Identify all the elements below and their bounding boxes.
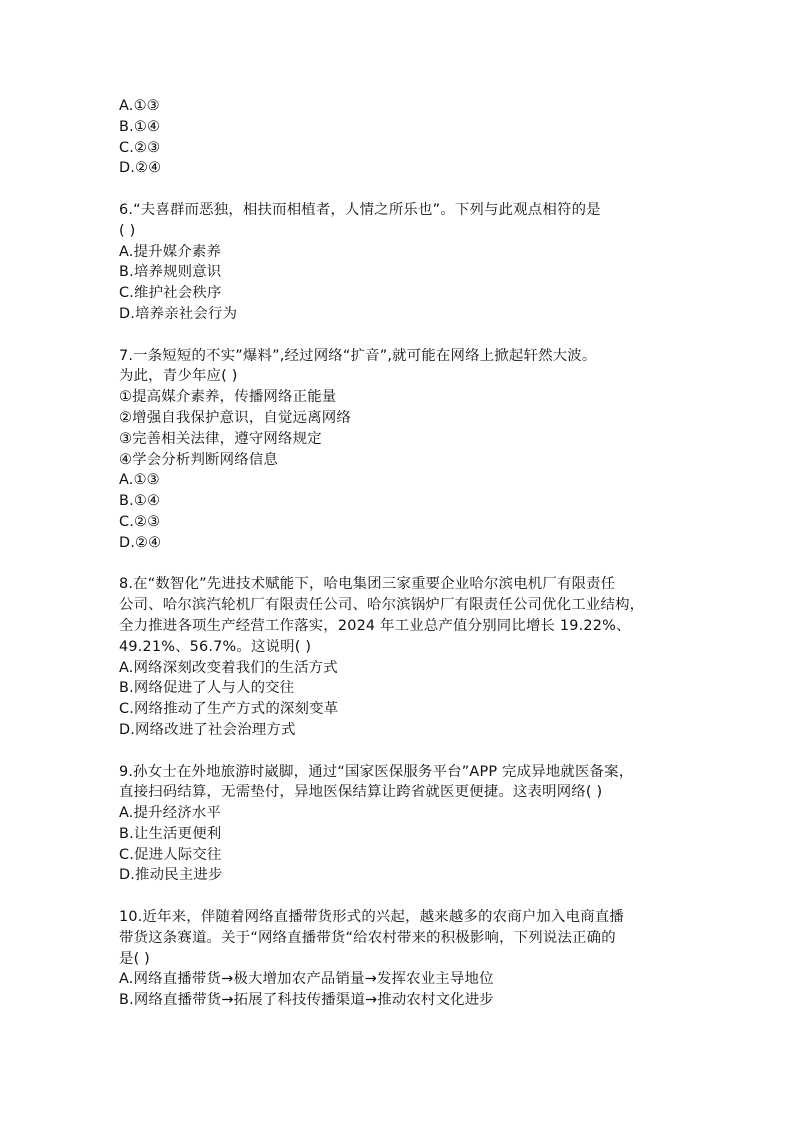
question-stem: 直接扫码结算，无需垫付，异地医保结算让跨省就医更便捷。这表明网络( ) bbox=[119, 784, 603, 801]
question-10 bbox=[119, 907, 676, 1011]
option-b: B.培养规则意识 bbox=[119, 264, 222, 281]
question-stem: 9.孙女士在外地旅游时崴脚，通过“国家医保服务平台”APP 完成异地就医备案， bbox=[119, 763, 634, 780]
question-stem: 全力推进各项生产经营工作落实，2024 年工业总产值分别同比增长 19.22%、 bbox=[119, 617, 631, 634]
option-a: A.①③ bbox=[119, 472, 160, 489]
option-d: D.网络改进了社会治理方式 bbox=[119, 721, 296, 738]
option-b: B.①④ bbox=[119, 118, 161, 135]
question-7 bbox=[119, 346, 676, 554]
prev-question-options bbox=[119, 96, 676, 179]
option-a: A.提升媒介素养 bbox=[119, 243, 222, 260]
option-c: C.网络推动了生产方式的深刻变革 bbox=[119, 701, 339, 718]
question-stem: ( ) bbox=[119, 222, 136, 239]
option-d: D.②④ bbox=[119, 534, 162, 551]
option-c: C.促进人际交往 bbox=[119, 846, 222, 863]
option-d: D.②④ bbox=[119, 160, 162, 177]
question-stem: 7.一条短短的不实”爆料”,经过网络“扩音”,就可能在网络上掀起轩然大波。 bbox=[119, 347, 597, 364]
option-d: D.培养亲社会行为 bbox=[119, 305, 238, 322]
question-stem: 6.“夫喜群而恶独，相扶而相植者，人情之所乐也”。下列与此观点相符的是 bbox=[119, 201, 601, 218]
option-b: B.①④ bbox=[119, 493, 161, 510]
option-b: B.网络直播带货→拓展了科技传播渠道→推动农村文化进步 bbox=[119, 992, 494, 1009]
statement-4: ④学会分析判断网络信息 bbox=[119, 451, 279, 468]
option-b: B.网络促进了人与人的交往 bbox=[119, 680, 295, 697]
question-6 bbox=[119, 200, 676, 325]
option-c: C.②③ bbox=[119, 513, 161, 530]
option-c: C.②③ bbox=[119, 139, 161, 156]
statement-2: ②增强自我保护意识，自觉远离网络 bbox=[119, 409, 351, 426]
question-stem: 49.21%、56.7%。这说明( ) bbox=[119, 638, 312, 655]
option-a: A.网络直播带货→极大增加农产品销量→发挥农业主导地位 bbox=[119, 971, 494, 988]
question-stem: 带货这条赛道。关于“网络直播带货“给农村带来的积极影响，下列说法正确的 bbox=[119, 929, 616, 946]
statement-3: ③完善相关法律，遵守网络规定 bbox=[119, 430, 322, 447]
question-stem: 10.近年来，伴随着网络直播带货形式的兴起，越来越多的农商户加入电商直播 bbox=[119, 909, 624, 926]
option-c: C.维护社会秩序 bbox=[119, 285, 222, 302]
question-stem: 是( ) bbox=[119, 950, 150, 967]
statement-1: ①提高媒介素养，传播网络正能量 bbox=[119, 389, 337, 406]
option-b: B.让生活更便利 bbox=[119, 825, 222, 842]
option-d: D.推动民主进步 bbox=[119, 867, 223, 884]
question-stem: 公司、哈尔滨汽轮机厂有限责任公司、哈尔滨锅炉厂有限责任公司优化工业结构， bbox=[119, 597, 645, 614]
question-stem: 为此，青少年应( ) bbox=[119, 368, 238, 385]
question-stem: 8.在“数智化”先进技术赋能下，哈电集团三家重要企业哈尔滨电机厂有限责任 bbox=[119, 576, 616, 593]
option-a: A.①③ bbox=[119, 98, 160, 114]
question-9 bbox=[119, 762, 676, 887]
question-8 bbox=[119, 574, 676, 740]
option-a: A.网络深刻改变着我们的生活方式 bbox=[119, 659, 338, 676]
option-a: A.提升经济水平 bbox=[119, 805, 222, 822]
